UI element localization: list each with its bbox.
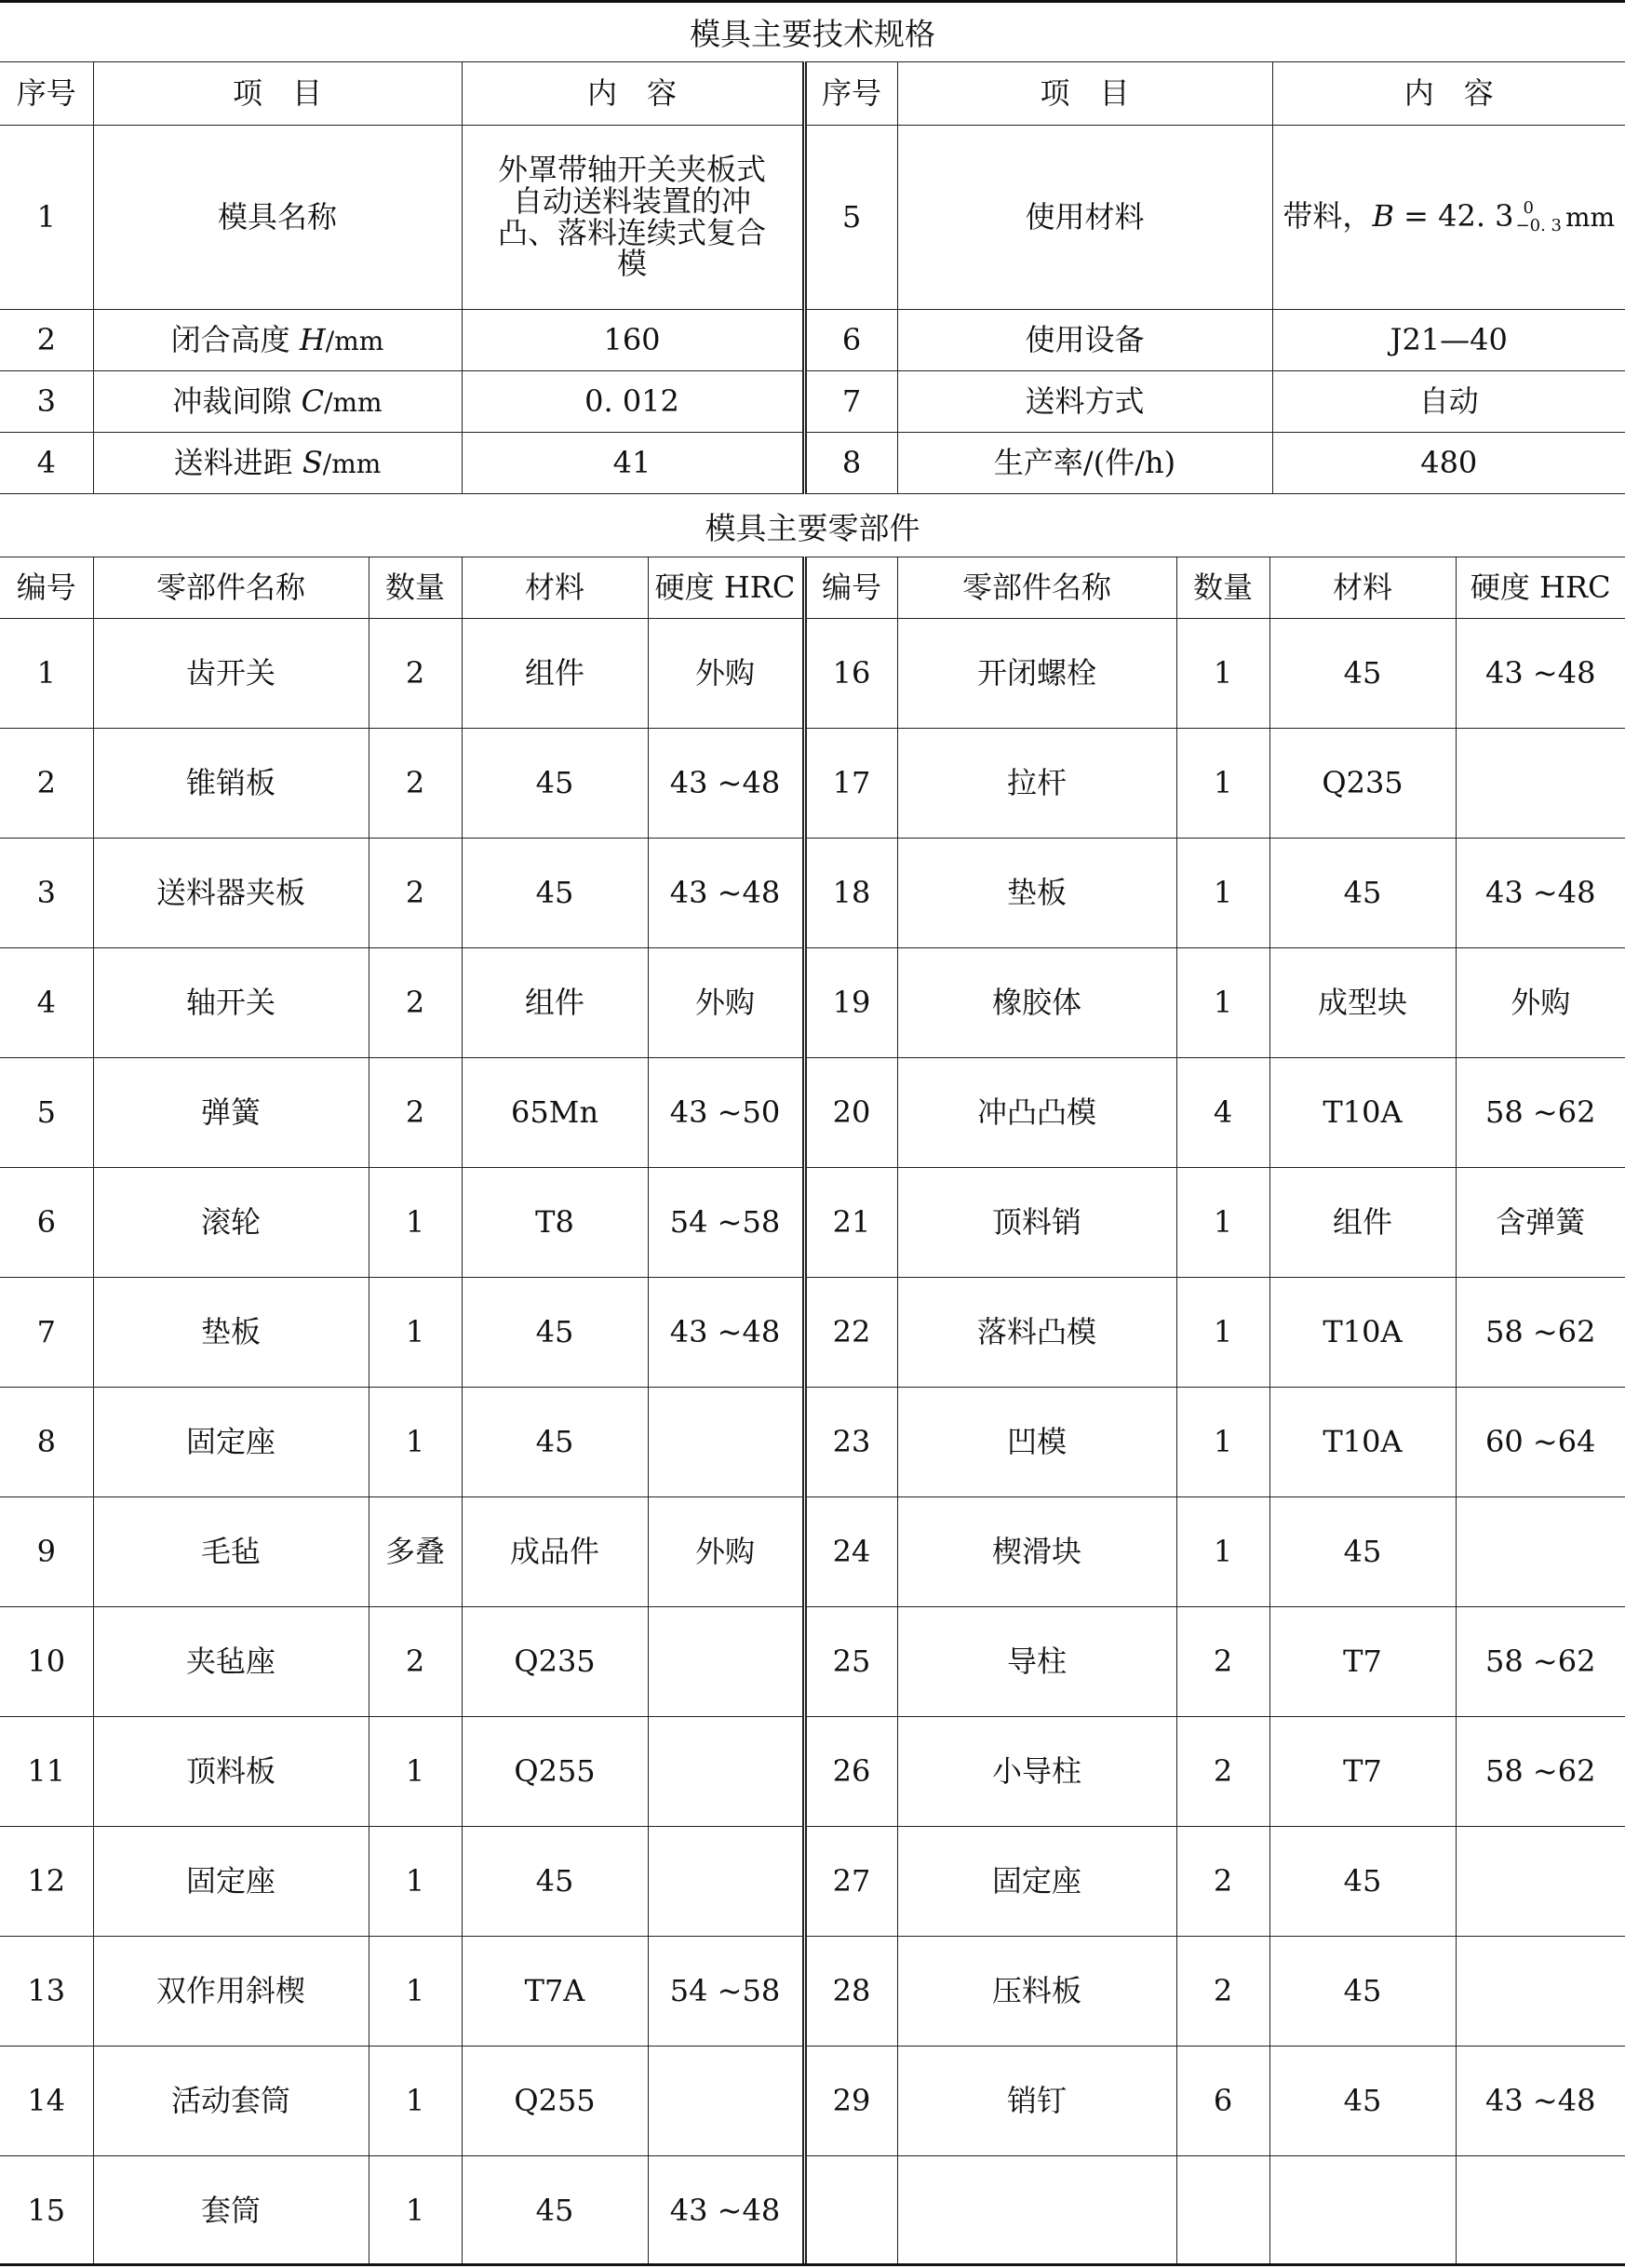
part-no: 16: [804, 619, 897, 729]
spec-cell-no: 3: [0, 371, 93, 433]
part-qty: 2: [369, 729, 462, 839]
part-qty: 1: [369, 1717, 462, 1827]
part-name: 导柱: [897, 1607, 1176, 1717]
part-hardness: 43 ~48: [648, 1278, 804, 1388]
part-hardness: [648, 1717, 804, 1827]
parts-header-row: [0, 557, 1625, 619]
part-hardness: 外购: [648, 619, 804, 729]
part-no: 7: [0, 1278, 93, 1388]
parts-header-qty: 数量: [369, 557, 462, 619]
part-no: 18: [804, 839, 897, 948]
part-material: 组件: [1269, 1168, 1456, 1278]
part-material: T7: [1269, 1717, 1456, 1827]
part-qty: 1: [369, 1937, 462, 2047]
parts-row: [0, 1497, 1625, 1607]
part-qty: 1: [369, 1168, 462, 1278]
part-material: 组件: [462, 619, 648, 729]
item-text: 送料进距: [173, 445, 302, 481]
part-no: 14: [0, 2047, 93, 2156]
part-hardness: [648, 1827, 804, 1937]
part-hardness: 54 ~58: [648, 1168, 804, 1278]
part-qty: 2: [1176, 1717, 1269, 1827]
parts-row: [0, 839, 1625, 948]
item-var: C: [301, 383, 325, 420]
part-hardness: 含弹簧: [1456, 1168, 1625, 1278]
part-name: 滚轮: [93, 1168, 369, 1278]
part-name: 拉杆: [897, 729, 1176, 839]
part-qty: 1: [369, 1278, 462, 1388]
part-qty: 2: [1176, 1827, 1269, 1937]
part-no: 3: [0, 839, 93, 948]
part-no: 27: [804, 1827, 897, 1937]
parts-table: [0, 557, 1625, 2266]
part-hardness: [1456, 729, 1625, 839]
tolerance: [1516, 200, 1562, 235]
spec-cell-item: 使用材料: [897, 126, 1272, 310]
part-hardness: [648, 1607, 804, 1717]
part-qty: 1: [369, 2156, 462, 2266]
part-hardness: 54 ~58: [648, 1937, 804, 2047]
parts-row: [0, 1607, 1625, 1717]
part-qty: 2: [1176, 1937, 1269, 2047]
part-no: 26: [804, 1717, 897, 1827]
parts-row: [0, 1278, 1625, 1388]
part-material: 45: [462, 1388, 648, 1497]
spec-cell-content: 自动: [1272, 371, 1625, 433]
part-name: 毛毡: [93, 1497, 369, 1607]
spec-header-no: 序号: [804, 62, 897, 126]
spec-header-item: 项 目: [897, 62, 1272, 126]
material-unit: mm: [1565, 201, 1616, 233]
parts-header-no: 编号: [0, 557, 93, 619]
parts-row: [0, 619, 1625, 729]
parts-row: [0, 1388, 1625, 1497]
part-name: 销钉: [897, 2047, 1176, 2156]
part-name: 固定座: [93, 1388, 369, 1497]
tolerance-lower: −0. 3: [1515, 216, 1562, 236]
part-no: 2: [0, 729, 93, 839]
part-name: 双作用斜楔: [93, 1937, 369, 2047]
part-qty: 1: [1176, 1168, 1269, 1278]
spec-cell-content: J21—40: [1272, 310, 1625, 371]
part-name: 固定座: [897, 1827, 1176, 1937]
part-material: Q235: [1269, 729, 1456, 839]
die-name-text: 外罩带轴开关夹板式自动送料装置的冲凸、落料连续式复合模: [497, 152, 766, 282]
part-no: 11: [0, 1717, 93, 1827]
part-hardness: [1456, 1937, 1625, 2047]
part-qty: 1: [369, 2047, 462, 2156]
part-no: 19: [804, 948, 897, 1058]
spec-section-title: 模具主要技术规格: [690, 16, 935, 52]
item-unit: /mm: [324, 387, 383, 419]
part-no: 9: [0, 1497, 93, 1607]
spec-cell-item: 模具名称: [93, 126, 462, 310]
spec-row: [0, 433, 1625, 494]
part-no: 23: [804, 1388, 897, 1497]
part-qty: [1176, 2156, 1269, 2266]
part-hardness: 58 ~62: [1456, 1278, 1625, 1388]
part-name: 固定座: [93, 1827, 369, 1937]
part-material: 45: [462, 1827, 648, 1937]
part-no: 4: [0, 948, 93, 1058]
part-no: 17: [804, 729, 897, 839]
spec-header-content: 内 容: [1272, 62, 1625, 126]
spec-cell-item: 送料方式: [897, 371, 1272, 433]
part-material: Q235: [462, 1607, 648, 1717]
parts-header-hardness: 硬度 HRC: [648, 557, 804, 619]
part-name: 顶料销: [897, 1168, 1176, 1278]
spec-cell-content: 160: [462, 310, 804, 371]
part-name: 垫板: [897, 839, 1176, 948]
part-qty: 1: [369, 1827, 462, 1937]
part-hardness: [648, 1388, 804, 1497]
part-material: 45: [462, 1278, 648, 1388]
part-name: 小导柱: [897, 1717, 1176, 1827]
part-no: 29: [804, 2047, 897, 2156]
part-material: 45: [1269, 2047, 1456, 2156]
spec-header-row: [0, 62, 1625, 126]
spec-cell-item: 生产率/(件/h): [897, 433, 1272, 494]
part-hardness: 58 ~62: [1456, 1058, 1625, 1168]
part-name: 齿开关: [93, 619, 369, 729]
part-no: [804, 2156, 897, 2266]
part-material: 45: [1269, 1937, 1456, 2047]
part-no: 13: [0, 1937, 93, 2047]
parts-row: [0, 2156, 1625, 2266]
spec-table: [0, 61, 1625, 494]
part-material: 45: [462, 2156, 648, 2266]
part-qty: 6: [1176, 2047, 1269, 2156]
spec-cell-content: 41: [462, 433, 804, 494]
bottom-rule: [0, 2263, 1625, 2266]
material-value: = 42. 3: [1393, 197, 1514, 234]
part-qty: 1: [1176, 1278, 1269, 1388]
spec-cell-content: [1272, 126, 1625, 310]
part-no: 1: [0, 619, 93, 729]
part-material: 45: [1269, 839, 1456, 948]
spec-cell-no: 7: [804, 371, 897, 433]
part-qty: 2: [1176, 1607, 1269, 1717]
part-qty: 1: [1176, 1388, 1269, 1497]
part-qty: 1: [369, 1388, 462, 1497]
part-name: 压料板: [897, 1937, 1176, 2047]
part-no: 12: [0, 1827, 93, 1937]
part-qty: 4: [1176, 1058, 1269, 1168]
part-hardness: 43 ~48: [1456, 619, 1625, 729]
part-material: Q255: [462, 1717, 648, 1827]
part-material: T10A: [1269, 1388, 1456, 1497]
part-no: 15: [0, 2156, 93, 2266]
part-no: 6: [0, 1168, 93, 1278]
part-material: T8: [462, 1168, 648, 1278]
part-name: 开闭螺栓: [897, 619, 1176, 729]
parts-row: [0, 729, 1625, 839]
part-hardness: 43 ~48: [648, 729, 804, 839]
material-prefix: 带料，: [1283, 197, 1373, 234]
part-qty: 2: [369, 1607, 462, 1717]
part-name: 弹簧: [93, 1058, 369, 1168]
parts-section-title: 模具主要零部件: [705, 509, 920, 546]
part-name: 凹模: [897, 1388, 1176, 1497]
spec-row: [0, 310, 1625, 371]
parts-header-qty: 数量: [1176, 557, 1269, 619]
part-name: 送料器夹板: [93, 839, 369, 948]
parts-header-no: 编号: [804, 557, 897, 619]
part-name: [897, 2156, 1176, 2266]
part-material: 成品件: [462, 1497, 648, 1607]
spec-row: [0, 371, 1625, 433]
parts-header-hardness: 硬度 HRC: [1456, 557, 1625, 619]
spec-cell-content: 0. 012: [462, 371, 804, 433]
part-hardness: 58 ~62: [1456, 1717, 1625, 1827]
parts-header-name: 零部件名称: [93, 557, 369, 619]
part-material: 65Mn: [462, 1058, 648, 1168]
spec-cell-item: [93, 310, 462, 371]
part-material: T7A: [462, 1937, 648, 2047]
part-hardness: 43 ~48: [1456, 839, 1625, 948]
part-no: 10: [0, 1607, 93, 1717]
parts-row: [0, 2047, 1625, 2156]
part-qty: 1: [1176, 619, 1269, 729]
part-no: 5: [0, 1058, 93, 1168]
part-no: 25: [804, 1607, 897, 1717]
item-unit: /mm: [325, 326, 384, 357]
item-text: 冲裁间隙: [172, 383, 302, 420]
part-name: 垫板: [93, 1278, 369, 1388]
part-name: 冲凸凸模: [897, 1058, 1176, 1168]
part-name: 落料凸模: [897, 1278, 1176, 1388]
spec-cell-item: 使用设备: [897, 310, 1272, 371]
part-name: 顶料板: [93, 1717, 369, 1827]
part-hardness: [1456, 2156, 1625, 2266]
spec-cell-item: [93, 371, 462, 433]
spec-header-no: 序号: [0, 62, 93, 126]
part-no: 28: [804, 1937, 897, 2047]
part-hardness: 外购: [648, 1497, 804, 1607]
part-hardness: 60 ~64: [1456, 1388, 1625, 1497]
part-no: 21: [804, 1168, 897, 1278]
part-name: 轴开关: [93, 948, 369, 1058]
spec-cell-content: [462, 126, 804, 310]
part-material: 45: [1269, 619, 1456, 729]
part-qty: 2: [369, 619, 462, 729]
part-hardness: [1456, 1827, 1625, 1937]
part-name: 活动套筒: [93, 2047, 369, 2156]
spec-cell-no: 8: [804, 433, 897, 494]
parts-row: [0, 1058, 1625, 1168]
part-qty: 1: [1176, 839, 1269, 948]
spec-cell-no: 1: [0, 126, 93, 310]
parts-row: [0, 1937, 1625, 2047]
part-qty: 2: [369, 1058, 462, 1168]
part-material: 45: [462, 839, 648, 948]
part-qty: 1: [1176, 1497, 1269, 1607]
part-hardness: 43 ~48: [648, 2156, 804, 2266]
item-var: H: [299, 322, 326, 358]
part-material: [1269, 2156, 1456, 2266]
part-qty: 1: [1176, 948, 1269, 1058]
part-qty: 2: [369, 839, 462, 948]
part-hardness: [1456, 1497, 1625, 1607]
material-var: B: [1372, 197, 1394, 234]
part-no: 24: [804, 1497, 897, 1607]
item-text: 闭合高度: [170, 322, 300, 358]
spec-cell-no: 5: [804, 126, 897, 310]
parts-row: [0, 1717, 1625, 1827]
parts-row: [0, 1827, 1625, 1937]
part-material: 组件: [462, 948, 648, 1058]
part-hardness: 43 ~50: [648, 1058, 804, 1168]
spec-header-item: 项 目: [93, 62, 462, 126]
part-name: 套筒: [93, 2156, 369, 2266]
part-material: 45: [462, 729, 648, 839]
part-material: T10A: [1269, 1278, 1456, 1388]
item-var: S: [302, 445, 323, 481]
parts-row: [0, 1168, 1625, 1278]
parts-header-name: 零部件名称: [897, 557, 1176, 619]
spec-cell-no: 2: [0, 310, 93, 371]
item-unit: /mm: [322, 449, 382, 480]
parts-header-material: 材料: [1269, 557, 1456, 619]
part-material: T7: [1269, 1607, 1456, 1717]
part-hardness: 外购: [1456, 948, 1625, 1058]
parts-header-material: 材料: [462, 557, 648, 619]
part-hardness: 外购: [648, 948, 804, 1058]
part-name: 楔滑块: [897, 1497, 1176, 1607]
part-hardness: 43 ~48: [648, 839, 804, 948]
part-qty: 多叠: [369, 1497, 462, 1607]
part-hardness: 43 ~48: [1456, 2047, 1625, 2156]
spec-cell-content: 480: [1272, 433, 1625, 494]
spec-row: [0, 126, 1625, 310]
part-no: 22: [804, 1278, 897, 1388]
tolerance-upper: 0: [1523, 198, 1534, 219]
part-name: 橡胶体: [897, 948, 1176, 1058]
part-material: Q255: [462, 2047, 648, 2156]
part-material: T10A: [1269, 1058, 1456, 1168]
spec-cell-no: 4: [0, 433, 93, 494]
part-qty: 2: [369, 948, 462, 1058]
part-material: 成型块: [1269, 948, 1456, 1058]
part-no: 20: [804, 1058, 897, 1168]
part-material: 45: [1269, 1497, 1456, 1607]
part-qty: 1: [1176, 729, 1269, 839]
spec-cell-item: [93, 433, 462, 494]
part-material: 45: [1269, 1827, 1456, 1937]
part-name: 夹毡座: [93, 1607, 369, 1717]
part-hardness: 58 ~62: [1456, 1607, 1625, 1717]
part-name: 锥销板: [93, 729, 369, 839]
part-hardness: [648, 2047, 804, 2156]
part-no: 8: [0, 1388, 93, 1497]
spec-header-content: 内 容: [462, 62, 804, 126]
spec-cell-no: 6: [804, 310, 897, 371]
parts-row: [0, 948, 1625, 1058]
